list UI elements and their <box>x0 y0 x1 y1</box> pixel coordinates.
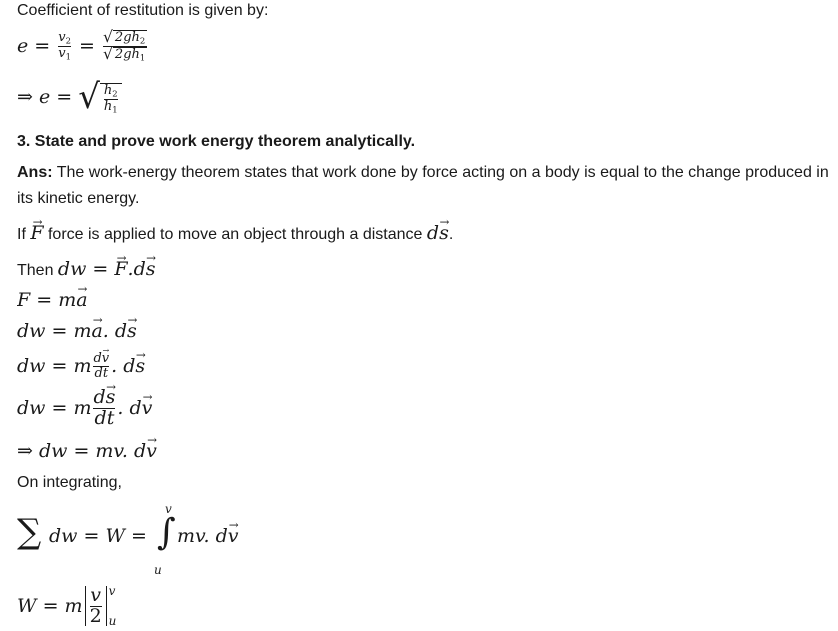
restitution-result: ⇒ e = √ $\frac{h_2}{h_1}$ <box>17 80 122 114</box>
if-middle: force is applied to move an object through a distance <box>47 226 423 243</box>
intro-text: Coefficient of restitution is given by: <box>17 2 269 19</box>
work-ma-equation: dw = m→ a. d→ s <box>17 320 137 342</box>
if-prefix: If <box>17 226 26 243</box>
integrating-text: On integrating, <box>17 474 122 491</box>
work-result-equation: W = m $\frac{v}{2}$ v u <box>17 583 117 628</box>
work-dsdt-equation: dw = m $\frac{d\to s}{dt}$ . d→ v <box>17 388 152 429</box>
answer-label: Ans: <box>17 164 53 181</box>
answer-paragraph <box>17 160 838 212</box>
then-equation: Then dw = → F.d→ s <box>17 258 156 280</box>
question-heading: 3. State and prove work energy theorem analytically. <box>17 133 416 150</box>
if-statement: If → F force is applied to move an object through a distance d→ s. <box>17 222 453 244</box>
work-dvdt-equation: dw = m $\frac{d\to v}{dt}$ . d→ s <box>17 352 145 380</box>
document-page: Coefficient of restitution is given by: e = $\frac{v_2}{v_1}$ = √ $2gh_2$ √ $2gh_1$ ⇒ e = √ $\frac{h_2}{h_1}$ 3. State and prove work energy theorem analytically. Ans: The work-energy theorem states that work done by force acting on a body is equal to the change produced in its kinetic energy. If → F force is applied to move an object through a distance d→ s. Then dw = → F.d→ s F = m→ a dw = m→ a. d→ s dw = m $\frac{d\to v}{dt}$ . d→ s dw = m $\frac{d\to s}{dt}$ . d→ v ⇒ dw = mv. d→ v On integrating, ∑ dw = W = v ∫ u mv. d→ v W = m $\frac{v}{2}$ v u <box>17 0 838 631</box>
if-end: . <box>448 226 454 243</box>
restitution-equation: e = $\frac{v_2}{v_1}$ = √ $2gh_2$ √ $2gh_1$ <box>17 28 146 63</box>
force-equation: F = m→ a <box>17 289 88 311</box>
then-prefix: Then <box>17 262 54 279</box>
answer-text: The work-energy theorem states that work done by force acting on a body is equal to the change produced in its kinetic energy. <box>17 164 829 207</box>
work-mv-equation: ⇒ dw = mv. d→ v <box>17 440 157 462</box>
